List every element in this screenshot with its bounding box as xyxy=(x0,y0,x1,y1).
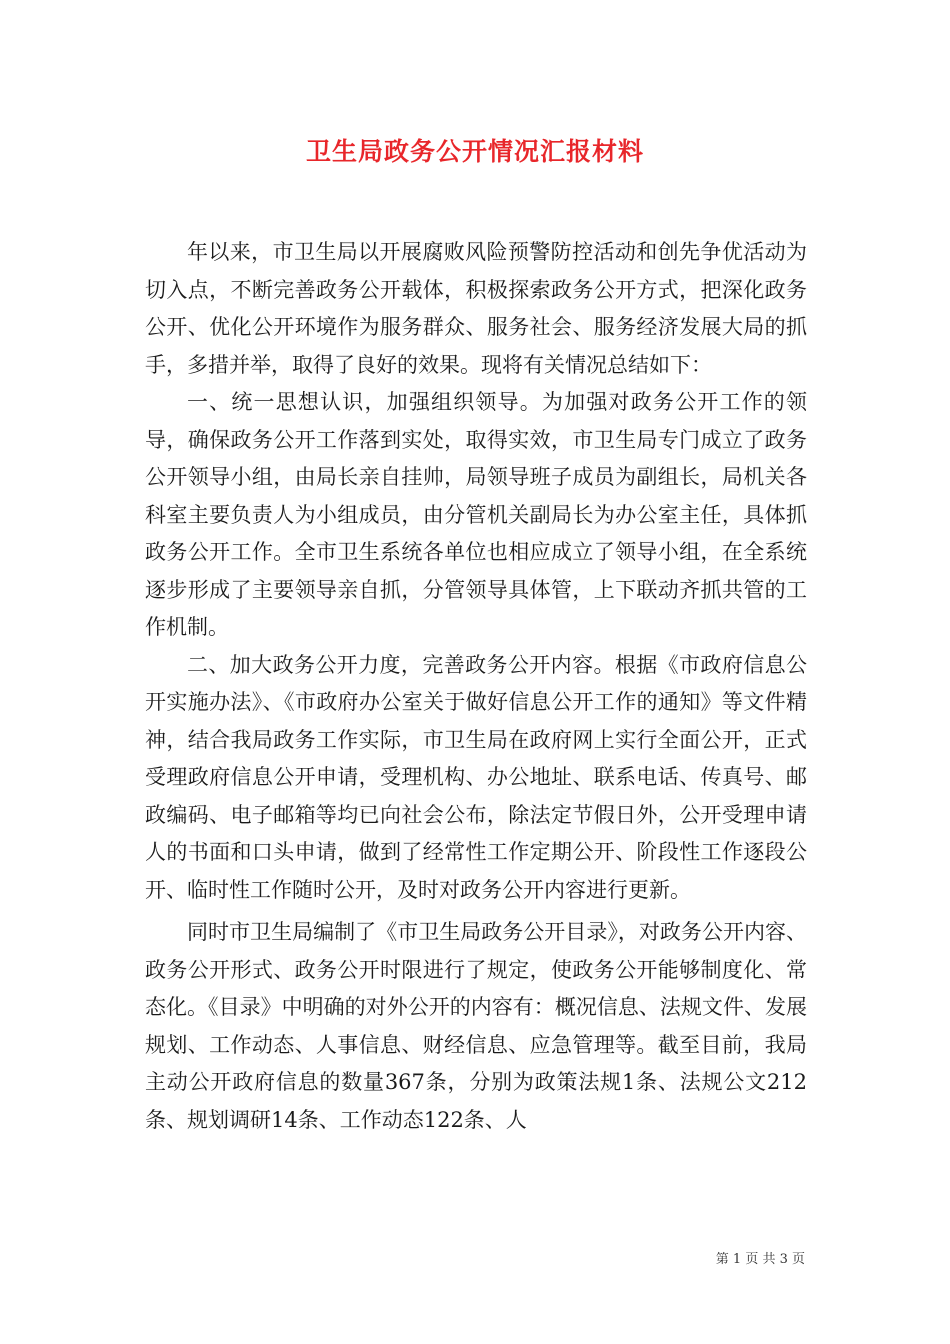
paragraph-catalog: 同时市卫生局编制了《市卫生局政务公开目录》，对政务公开内容、政务公开形式、政务公开时限进行了规定，使政务公开能够制度化、常态化。《目录》中明确的对外公开的内容有：概况信息、法规文件、发展规划、工作动态、人事信息、财经信息、应急管理等。截至目前，我局主动公开政府信息的数量367条，分别为政策法规1条、法规公文212条、规划调研14条、工作动态122条、人 xyxy=(145,920,807,1132)
paragraph-section-one: 一、统一思想认识，加强组织领导。为加强对政务公开工作的领导，确保政务公开工作落到实处，取得实效，市卫生局专门成立了政务公开领导小组，由局长亲自挂帅，局领导班子成员为副组长，局机关各科室主要负责人为小组成员，由分管机关副局长为办公室主任，具体抓政务公开工作。全市卫生系统各单位也相应成立了领导小组，在全系统逐步形成了主要领导亲自抓，分管领导具体管，上下联动齐抓共管的工作机制。 xyxy=(145,390,807,639)
document-body xyxy=(145,234,807,1139)
paragraph-intro: 年以来，市卫生局以开展腐败风险预警防控活动和创先争优活动为切入点，不断完善政务公开载体，积极探索政务公开方式，把深化政务公开、优化公开环境作为服务群众、服务社会、服务经济发展大局的抓手，多措并举，取得了良好的效果。现将有关情况总结如下： xyxy=(145,240,807,377)
paragraph-section-two: 二、加大政务公开力度，完善政务公开内容。根据《市政府信息公开实施办法》、《市政府办公室关于做好信息公开工作的通知》等文件精神，结合我局政务工作实际，市卫生局在政府网上实行全面公开，正式受理政府信息公开申请，受理机构、办公地址、联系电话、传真号、邮政编码、电子邮箱等均已向社会公布，除法定节假日外，公开受理申请人的书面和口头申请，做到了经常性工作定期公开、阶段性工作逐段公开、临时性工作随时公开，及时对政务公开内容进行更新。 xyxy=(145,652,807,902)
document-title: 卫生局政务公开情况汇报材料 xyxy=(305,137,644,166)
page-number-footer: 第 1 页 共 3 页 xyxy=(715,1252,805,1267)
